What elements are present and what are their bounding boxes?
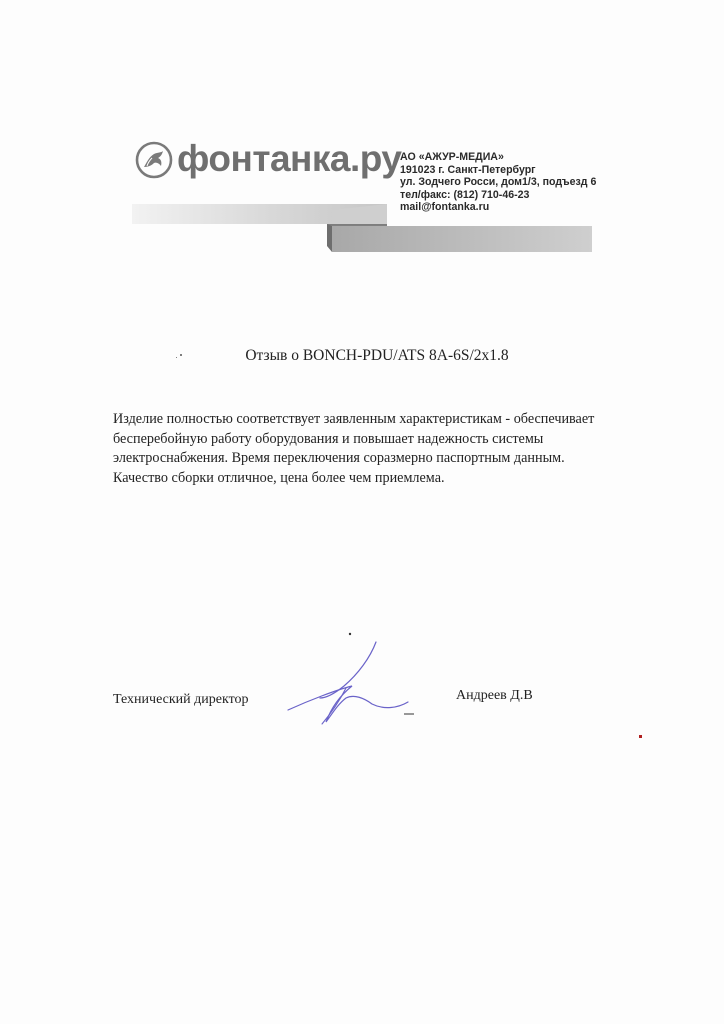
body-line: электроснабжения. Время переключения соразмерно паспортным данным. (113, 450, 565, 467)
review-body (113, 410, 633, 488)
body-line: Изделие полностью соответствует заявленным характеристикам - обеспечивает (113, 411, 595, 427)
document-title: Отзыв о BONCH-PDU/ATS 8A-6S/2x1.8 (245, 347, 509, 364)
body-line: бесперебойную работу оборудования и повышает надежность системы (113, 430, 544, 447)
letterhead-ribbon (132, 196, 592, 260)
address-city: 191023 г. Санкт-Петербург (400, 163, 536, 176)
address-phone: тел/факс: (812) 710-46-23 (400, 188, 530, 201)
logo-wordmark: фонтанка.ру (177, 137, 402, 179)
address-email: mail@fontanka.ru (400, 201, 490, 214)
fontanka-horse-logo-icon (134, 140, 174, 180)
signatory-name: Андреев Д.В (456, 688, 533, 703)
address-street: ул. Зодчего Росси, дом1/3, подъезд 6 (400, 176, 597, 189)
scan-red-mark (639, 735, 642, 738)
signatory-role: Технический директор (113, 692, 249, 707)
company-name: АО «АЖУР-МЕДИА» (400, 151, 504, 163)
handwritten-signature (280, 628, 430, 732)
body-line: Качество сборки отличное, цена более чем приемлема. (113, 469, 445, 486)
fontanka-logo (134, 137, 402, 180)
